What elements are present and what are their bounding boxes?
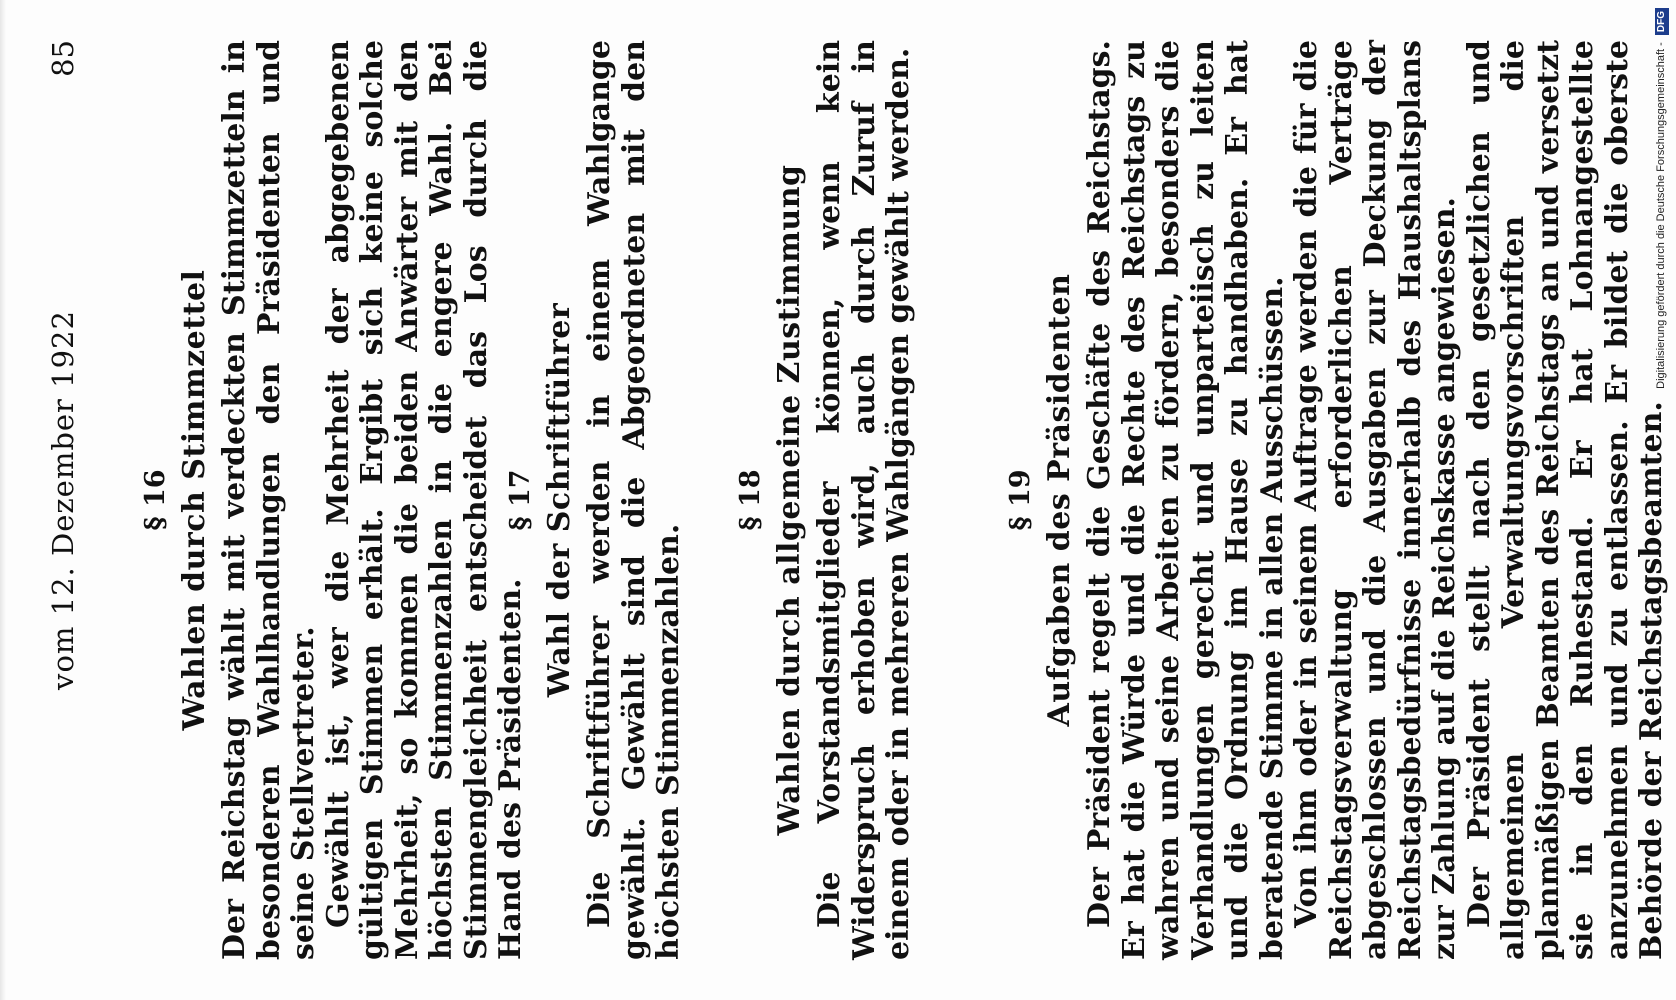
paragraph: Der Reichstag wählt mit verdeckten Stimmzetteln in besonderen Wahlhandlungen den Präsidenten und seine Stellvertreter.: [217, 40, 321, 960]
section-number: § 18: [735, 469, 766, 531]
section-17: [505, 40, 687, 960]
paragraph: Gewählt ist, wer die Mehrheit der abgegebenen gültigen Stimmen erhält. Ergibt sich keine solche Mehrheit, so kommen die beiden Anwärter mit den höchsten Stimmenzahlen in die engere Wahl. Bei Stimmengleichheit entscheidet das Los durch die Hand des Präsidenten.: [320, 40, 528, 960]
paragraph: Die Schriftführer werden in einem Wahlgange gewählt. Gewählt sind die Abgeordneten mit den höchsten Stimmenzahlen.: [582, 40, 686, 960]
credit-text: Digitalisierung gefördert durch die Deutsche Forschungsgemeinschaft -: [1655, 42, 1667, 389]
section-number: § 17: [505, 469, 536, 531]
section-title: Wahlen durch Stimmzettel: [177, 269, 212, 731]
credit-text-wrapper: [1652, 8, 1670, 992]
section-title: Wahl der Schriftführer: [542, 302, 577, 698]
header-title: vom 12. Dezember 1922: [46, 310, 80, 690]
section-title: Wahlen durch allgemeine Zustimmung: [772, 164, 807, 836]
page-header: [46, 40, 86, 960]
section-number: § 19: [1005, 469, 1036, 531]
paragraph: Die Vorstandsmitglieder können, wenn kein Widerspruch erhoben wird, auch durch Zuruf in einem oder in mehreren Wahlgängen gewählt werden.: [812, 40, 916, 960]
dfg-logo-badge: DFG: [1655, 8, 1669, 35]
paragraph: Von ihm oder in seinem Auftrage werden die für die Reichstagsverwaltung erforderlichen Verträge abgeschlossen und die Ausgaben zur Deckung der Reichstagsbedürfnisse innerhalb des Haushaltsplans zur Zahlung auf die Reichskasse angewiesen.: [1289, 40, 1462, 960]
section-19: [1005, 40, 1670, 960]
section-16: [140, 40, 529, 960]
section-number: § 16: [140, 469, 171, 531]
paragraph: Der Präsident regelt die Geschäfte des Reichstags. Er hat die Würde und die Rechte des Reichstags zu wahren und seine Arbeiten zu fördern, besonders die Verhandlungen gerecht und unparteiisch zu leiten und die Ordnung im Hause zu handhaben. Er hat beratende Stimme in allen Ausschüssen.: [1082, 40, 1290, 960]
paragraph: Der Präsident stellt nach den gesetzlichen und allgemeinen Verwaltungsvorschriften die planmäßigen Beamten des Reichstags an und versetzt sie in den Ruhestand. Er hat Lohnangestellte anzunehmen und zu entlassen. Er bildet die oberste Behörde der Reichstagsbeamten.: [1461, 40, 1669, 960]
section-title: Aufgaben des Präsidenten: [1042, 273, 1077, 727]
page-number: 85: [46, 40, 80, 77]
digitization-credit: [1652, 8, 1670, 992]
section-18: [735, 40, 917, 960]
